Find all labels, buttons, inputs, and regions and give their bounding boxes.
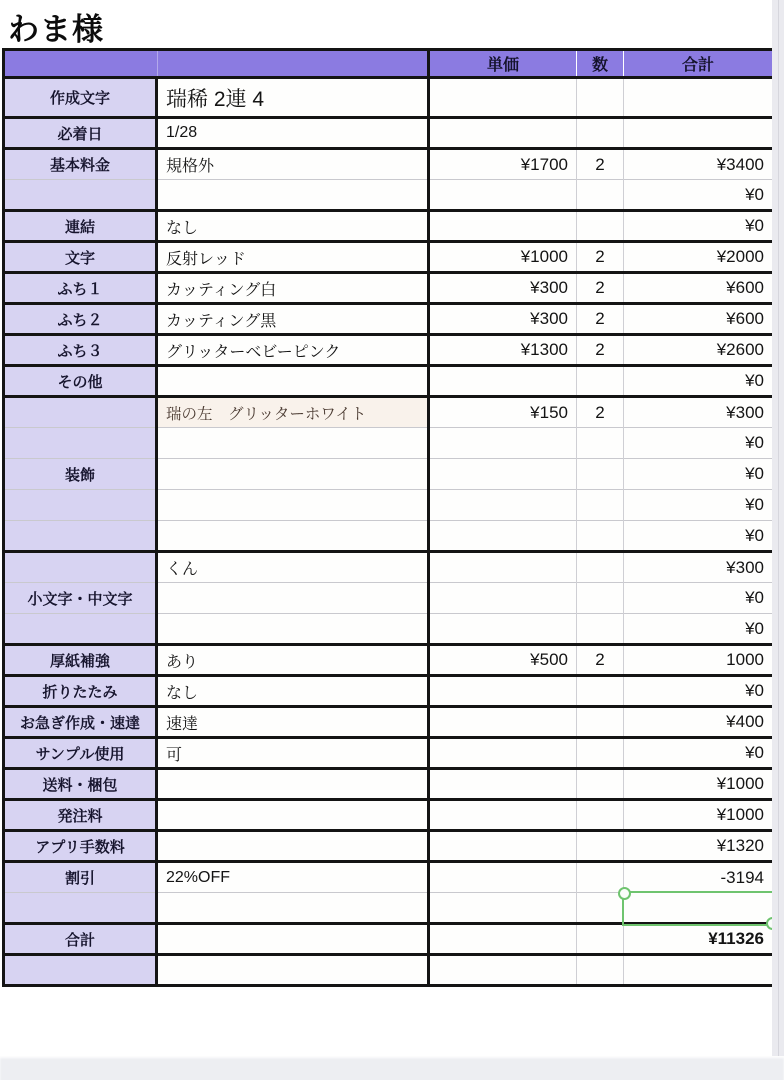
qty-cell[interactable] — [577, 583, 624, 614]
desc-cell[interactable]: なし — [157, 676, 429, 707]
unit-price-cell[interactable]: ¥300 — [429, 273, 577, 304]
table-row — [4, 490, 774, 521]
header-divider — [157, 51, 158, 76]
unit-price-cell[interactable]: ¥500 — [429, 645, 577, 676]
total-cell[interactable]: ¥0 — [624, 521, 774, 552]
qty-cell[interactable] — [577, 78, 624, 118]
row-label-cell[interactable]: 文字 — [4, 242, 157, 273]
unit-price-cell[interactable] — [429, 366, 577, 397]
desc-cell[interactable]: グリッターベビーピンク — [157, 335, 429, 366]
desc-cell[interactable]: カッティング黒 — [157, 304, 429, 335]
row-label-cell[interactable]: 割引 — [4, 862, 157, 893]
total-cell[interactable]: 1000 — [624, 645, 774, 676]
desc-cell[interactable] — [157, 521, 429, 552]
desc-cell[interactable] — [157, 583, 429, 614]
unit-price-cell[interactable]: ¥300 — [429, 304, 577, 335]
qty-cell[interactable]: 2 — [577, 335, 624, 366]
row-label-cell[interactable]: 発注料 — [4, 800, 157, 831]
qty-cell[interactable] — [577, 769, 624, 800]
table-row — [4, 521, 774, 552]
table-row — [4, 614, 774, 645]
unit-price-cell[interactable] — [429, 924, 577, 955]
row-label-cell[interactable]: サンプル使用 — [4, 738, 157, 769]
total-cell[interactable]: ¥0 — [624, 180, 774, 211]
qty-cell[interactable] — [577, 428, 624, 459]
unit-price-cell[interactable] — [429, 676, 577, 707]
qty-cell[interactable]: 2 — [577, 273, 624, 304]
total-cell[interactable]: ¥300 — [624, 397, 774, 428]
unit-price-cell[interactable] — [429, 769, 577, 800]
qty-cell[interactable] — [577, 490, 624, 521]
row-label-cell[interactable]: 送料・梱包 — [4, 769, 157, 800]
total-cell[interactable]: ¥2600 — [624, 335, 774, 366]
row-label-cell[interactable]: 連結 — [4, 211, 157, 242]
total-cell[interactable]: ¥0 — [624, 428, 774, 459]
qty-cell[interactable]: 2 — [577, 242, 624, 273]
header-total[interactable]: 合計 — [624, 50, 774, 78]
desc-cell[interactable]: あり — [157, 645, 429, 676]
total-cell[interactable]: ¥0 — [624, 459, 774, 490]
row-label-cell[interactable]: 必着日 — [4, 118, 157, 149]
table-row — [4, 242, 774, 273]
qty-cell[interactable] — [577, 459, 624, 490]
qty-cell[interactable] — [577, 955, 624, 986]
desc-cell[interactable]: 規格外 — [157, 149, 429, 180]
cell-selection[interactable] — [622, 891, 775, 926]
qty-cell[interactable]: 2 — [577, 397, 624, 428]
unit-price-cell[interactable] — [429, 707, 577, 738]
desc-cell[interactable] — [157, 924, 429, 955]
row-label-cell[interactable] — [4, 521, 157, 552]
unit-price-cell[interactable] — [429, 211, 577, 242]
desc-cell[interactable] — [157, 180, 429, 211]
total-cell[interactable]: ¥0 — [624, 366, 774, 397]
desc-cell[interactable]: 瑞の左 グリッターホワイト — [157, 397, 429, 428]
table-row — [4, 862, 774, 893]
table-row — [4, 118, 774, 149]
desc-cell[interactable]: 22%OFF — [157, 862, 429, 893]
header-unit-price[interactable]: 単価 — [429, 50, 577, 78]
table-row — [4, 397, 774, 428]
row-label-cell[interactable]: ふち１ — [4, 273, 157, 304]
qty-cell[interactable]: 2 — [577, 645, 624, 676]
unit-price-cell[interactable]: ¥150 — [429, 397, 577, 428]
unit-price-cell[interactable] — [429, 521, 577, 552]
row-label-cell[interactable]: 基本料金 — [4, 149, 157, 180]
unit-price-cell[interactable] — [429, 428, 577, 459]
unit-price-cell[interactable] — [429, 118, 577, 149]
table-row — [4, 831, 774, 862]
row-label-cell[interactable] — [4, 180, 157, 211]
table-row — [4, 335, 774, 366]
row-label-cell[interactable]: 装飾 — [4, 459, 157, 490]
unit-price-cell[interactable]: ¥1000 — [429, 242, 577, 273]
qty-cell[interactable] — [577, 552, 624, 583]
row-label-cell[interactable] — [4, 490, 157, 521]
desc-cell[interactable]: 可 — [157, 738, 429, 769]
unit-price-cell[interactable] — [429, 862, 577, 893]
desc-cell[interactable] — [157, 459, 429, 490]
desc-cell[interactable] — [157, 490, 429, 521]
row-label-cell[interactable]: アプリ手数料 — [4, 831, 157, 862]
table-row — [4, 676, 774, 707]
table-body — [4, 78, 774, 986]
total-cell[interactable]: ¥2000 — [624, 242, 774, 273]
app-background-bottom — [0, 1056, 784, 1080]
header-blank-cell[interactable] — [4, 50, 429, 78]
total-cell[interactable]: ¥3400 — [624, 149, 774, 180]
table-row — [4, 707, 774, 738]
desc-cell[interactable] — [157, 955, 429, 986]
qty-cell[interactable] — [577, 180, 624, 211]
unit-price-cell[interactable]: ¥1700 — [429, 149, 577, 180]
desc-cell[interactable] — [157, 800, 429, 831]
table-row — [4, 583, 774, 614]
total-cell[interactable]: ¥400 — [624, 707, 774, 738]
row-label-cell[interactable]: 厚紙補強 — [4, 645, 157, 676]
total-cell[interactable]: ¥600 — [624, 273, 774, 304]
total-cell[interactable]: ¥600 — [624, 304, 774, 335]
row-label-cell[interactable] — [4, 397, 157, 428]
unit-price-cell[interactable] — [429, 583, 577, 614]
unit-price-cell[interactable] — [429, 614, 577, 645]
table-row — [4, 893, 774, 924]
unit-price-cell[interactable]: ¥1300 — [429, 335, 577, 366]
total-cell[interactable] — [624, 118, 774, 149]
qty-cell[interactable] — [577, 893, 624, 924]
row-label-cell[interactable] — [4, 893, 157, 924]
desc-cell[interactable] — [157, 366, 429, 397]
qty-cell[interactable] — [577, 924, 624, 955]
qty-cell[interactable]: 2 — [577, 149, 624, 180]
desc-cell[interactable]: なし — [157, 211, 429, 242]
row-label-cell[interactable]: 合計 — [4, 924, 157, 955]
row-label-cell[interactable] — [4, 428, 157, 459]
desc-cell[interactable]: 速達 — [157, 707, 429, 738]
header-quantity[interactable]: 数 — [577, 50, 624, 78]
table-row — [4, 211, 774, 242]
total-cell[interactable] — [624, 955, 774, 986]
qty-cell[interactable] — [577, 366, 624, 397]
unit-price-cell[interactable] — [429, 800, 577, 831]
row-label-cell[interactable] — [4, 552, 157, 583]
table-header-row — [4, 50, 774, 78]
total-cell[interactable]: ¥1000 — [624, 769, 774, 800]
desc-cell[interactable] — [157, 831, 429, 862]
app-background-right — [772, 0, 784, 1080]
table-row — [4, 78, 774, 118]
unit-price-cell[interactable] — [429, 893, 577, 924]
unit-price-cell[interactable] — [429, 955, 577, 986]
row-label-cell[interactable]: その他 — [4, 366, 157, 397]
row-label-cell[interactable]: 折りたたみ — [4, 676, 157, 707]
qty-cell[interactable] — [577, 676, 624, 707]
total-cell[interactable]: -3194 — [624, 862, 774, 893]
table-row — [4, 738, 774, 769]
table-row — [4, 645, 774, 676]
desc-cell[interactable] — [157, 769, 429, 800]
desc-cell[interactable] — [157, 893, 429, 924]
table-row — [4, 304, 774, 335]
total-cell[interactable]: ¥0 — [624, 676, 774, 707]
qty-cell[interactable] — [577, 738, 624, 769]
table-row — [4, 428, 774, 459]
table-row — [4, 459, 774, 490]
total-cell[interactable]: ¥11326 — [624, 924, 774, 955]
qty-cell[interactable] — [577, 831, 624, 862]
total-cell[interactable] — [624, 893, 774, 924]
unit-price-cell[interactable] — [429, 490, 577, 521]
order-table — [2, 48, 775, 987]
row-label-cell[interactable]: お急ぎ作成・速達 — [4, 707, 157, 738]
total-cell[interactable]: ¥300 — [624, 552, 774, 583]
unit-price-cell[interactable] — [429, 831, 577, 862]
total-cell[interactable]: ¥1000 — [624, 800, 774, 831]
total-cell[interactable]: ¥0 — [624, 583, 774, 614]
row-label-cell[interactable] — [4, 614, 157, 645]
desc-cell[interactable]: 瑞稀 2連 4 — [157, 78, 429, 118]
unit-price-cell[interactable] — [429, 552, 577, 583]
total-cell[interactable]: ¥0 — [624, 490, 774, 521]
total-cell[interactable]: ¥0 — [624, 738, 774, 769]
row-label-cell[interactable] — [4, 955, 157, 986]
row-label-cell[interactable]: ふち２ — [4, 304, 157, 335]
total-cell[interactable]: ¥1320 — [624, 831, 774, 862]
table-row — [4, 366, 774, 397]
desc-cell[interactable]: 1/28 — [157, 118, 429, 149]
unit-price-cell[interactable] — [429, 180, 577, 211]
table-row — [4, 149, 774, 180]
desc-cell[interactable] — [157, 614, 429, 645]
desc-cell[interactable]: 反射レッド — [157, 242, 429, 273]
qty-cell[interactable]: 2 — [577, 304, 624, 335]
sheet-edge-line — [778, 0, 779, 1080]
qty-cell[interactable] — [577, 211, 624, 242]
desc-cell[interactable]: くん — [157, 552, 429, 583]
table-row — [4, 800, 774, 831]
row-label-cell[interactable]: 作成文字 — [4, 78, 157, 118]
qty-cell[interactable] — [577, 521, 624, 552]
total-cell[interactable] — [624, 78, 774, 118]
desc-cell[interactable]: カッティング白 — [157, 273, 429, 304]
table-row — [4, 273, 774, 304]
unit-price-cell[interactable] — [429, 78, 577, 118]
qty-cell[interactable] — [577, 707, 624, 738]
total-cell[interactable]: ¥0 — [624, 614, 774, 645]
selection-handle-top-left[interactable] — [618, 887, 631, 900]
desc-cell[interactable] — [157, 428, 429, 459]
table-row — [4, 769, 774, 800]
table-row — [4, 180, 774, 211]
table-row — [4, 552, 774, 583]
unit-price-cell[interactable] — [429, 738, 577, 769]
row-label-cell[interactable]: ふち３ — [4, 335, 157, 366]
qty-cell[interactable] — [577, 800, 624, 831]
total-cell[interactable]: ¥0 — [624, 211, 774, 242]
qty-cell[interactable] — [577, 614, 624, 645]
table-row — [4, 924, 774, 955]
qty-cell[interactable] — [577, 118, 624, 149]
qty-cell[interactable] — [577, 862, 624, 893]
row-label-cell[interactable]: 小文字・中文字 — [4, 583, 157, 614]
page-title: わま様 — [8, 12, 104, 47]
unit-price-cell[interactable] — [429, 459, 577, 490]
table-row — [4, 955, 774, 986]
